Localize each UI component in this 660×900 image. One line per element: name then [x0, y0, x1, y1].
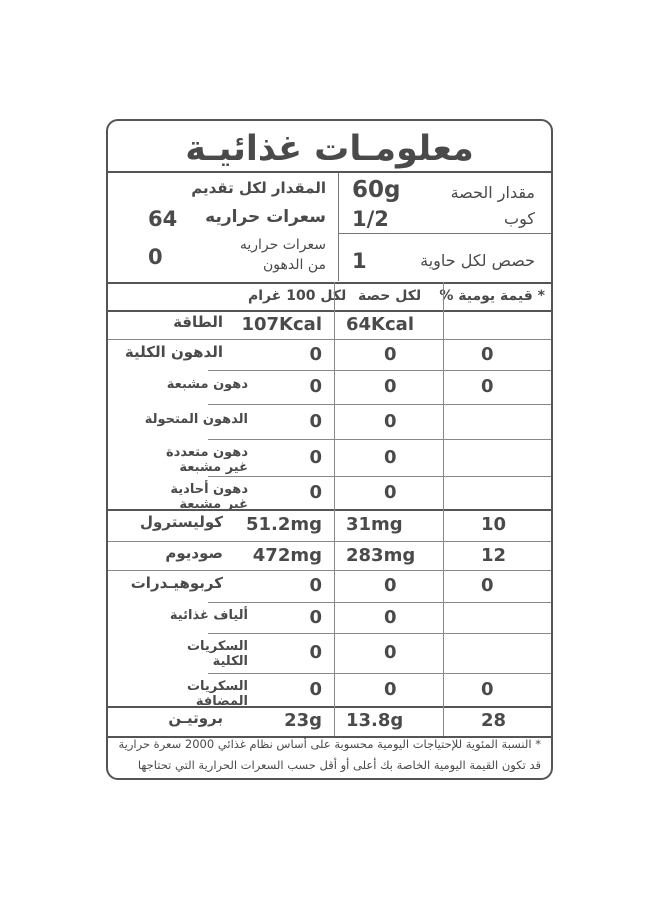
row-divider: [108, 310, 551, 312]
calories-fat-label-line1: سعرات حراريه: [239, 237, 326, 253]
nutrient-row: [108, 476, 551, 512]
serving-divider-vertical: [338, 173, 339, 281]
serving-size-value: 60g: [352, 177, 401, 203]
amount-per-serving-label: المقدار لكل تقديم: [191, 179, 326, 197]
per-serving-value: 0: [384, 446, 397, 468]
nutrient-name: الطاقة: [173, 312, 223, 331]
per-100g-value: 0: [309, 343, 322, 365]
nutrient-name-line2: غير مشبعة: [179, 497, 248, 512]
daily-value: 0: [481, 575, 494, 596]
servings-per-container-label: حصص لكل حاوية: [420, 251, 535, 270]
nutrient-row: [108, 509, 551, 541]
per-100g-value: 0: [309, 642, 322, 663]
nutrient-row: [108, 439, 551, 476]
footnote-line1: * النسبة المئوية للإحتياجات اليومية محسوبة على أساس نظام غذائي 2000 سعرة حرارية: [118, 737, 541, 751]
daily-value: 0: [481, 343, 494, 365]
daily-value: 28: [481, 710, 507, 731]
per-serving-value: 64Kcal: [346, 313, 414, 335]
nutrient-row: [108, 404, 551, 439]
column-header-daily-value: * قيمة يومية %: [439, 288, 545, 304]
calories-fat-value: 0: [148, 245, 163, 269]
servings-per-container-value: 1: [352, 249, 367, 273]
per-100g-value: 107Kcal: [241, 313, 322, 335]
row-divider: [208, 476, 551, 477]
row-divider: [108, 541, 551, 542]
row-divider: [108, 509, 551, 511]
calories-fat-label-line2: من الدهون: [262, 257, 326, 273]
nutrient-name: السكريات: [186, 639, 248, 654]
nutrient-row: [108, 602, 551, 633]
calories-label: سعرات حراريه: [205, 207, 326, 227]
per-100g-value: 0: [309, 678, 322, 700]
row-divider: [208, 602, 551, 603]
per-serving-value: 31mg: [346, 514, 403, 535]
row-divider: [208, 633, 551, 634]
nutrient-name: ألياف غذائية: [169, 607, 248, 623]
row-divider: [208, 673, 551, 674]
per-serving-value: 0: [384, 343, 397, 365]
serving-size-label: مقدار الحصة: [450, 183, 535, 202]
per-serving-value: 0: [384, 606, 397, 628]
per-100g-value: 0: [309, 575, 322, 596]
nutrient-name: بروتيـن: [168, 709, 223, 727]
per-100g-value: 0: [309, 410, 322, 432]
column-header-per-serving: لكل حصة: [358, 288, 422, 304]
row-divider: [208, 439, 551, 440]
nutrient-row: [108, 339, 551, 370]
per-serving-value: 13.8g: [346, 710, 404, 731]
label-title: معلومـات غذائيـة: [185, 129, 474, 169]
daily-value: 0: [481, 678, 494, 700]
per-100g-value: 23g: [284, 710, 322, 731]
nutrient-name-line2: المضافة: [195, 694, 248, 709]
nutrient-name-line2: الكلية: [212, 654, 248, 669]
column-divider: [443, 282, 444, 736]
nutrient-name: كربوهيـدرات: [130, 574, 223, 592]
nutrient-name: دهون أحادية: [170, 482, 248, 497]
nutrient-row: [108, 633, 551, 673]
title-divider: [108, 171, 551, 173]
serving-unit-value: 1/2: [352, 207, 389, 231]
row-divider: [108, 339, 551, 340]
nutrition-label: [106, 119, 553, 780]
nutrient-name: السكريات: [186, 679, 248, 694]
serving-divider-right: [338, 233, 551, 234]
row-divider: [208, 370, 551, 371]
row-divider: [108, 706, 551, 708]
per-100g-value: 472mg: [252, 544, 322, 566]
serving-unit-label: كوب: [504, 209, 535, 228]
nutrient-name: دهون متعددة: [165, 445, 248, 460]
per-100g-value: 51.2mg: [245, 514, 322, 535]
column-divider: [334, 282, 335, 736]
footnote-line2: قد تكون القيمة اليومية الخاصة بك أعلى أو أقل حسب السعرات الحرارية التي تحتاجها: [137, 758, 541, 772]
daily-value: 10: [481, 514, 507, 535]
per-100g-value: 0: [309, 446, 322, 468]
per-serving-value: 0: [384, 376, 397, 397]
column-header-per-100g: لكل 100 غرام: [248, 288, 347, 304]
nutrient-name: صوديوم: [165, 543, 223, 562]
nutrient-name: كوليسترول: [140, 513, 223, 531]
per-serving-value: 0: [384, 642, 397, 663]
daily-value: 12: [481, 544, 507, 566]
per-100g-value: 0: [309, 606, 322, 628]
nutrient-row: [108, 673, 551, 709]
daily-value: 0: [481, 376, 494, 397]
serving-section-divider: [108, 282, 551, 284]
nutrient-row: [108, 570, 551, 602]
nutrient-row: [108, 310, 551, 339]
per-100g-value: 0: [309, 481, 322, 503]
nutrient-row: [108, 370, 551, 404]
nutrient-row: [108, 541, 551, 570]
nutrient-name: الدهون المتحولة: [144, 411, 248, 427]
per-serving-value: 0: [384, 481, 397, 503]
calories-value: 64: [148, 207, 178, 231]
per-serving-value: 0: [384, 575, 397, 596]
nutrient-name: الدهون الكلية: [124, 342, 223, 361]
nutrient-name-line2: غير مشبعة: [179, 460, 248, 475]
nutrient-row: [108, 706, 551, 736]
per-serving-value: 283mg: [346, 544, 416, 566]
nutrient-name: دهون مشبعة: [166, 377, 248, 392]
per-serving-value: 0: [384, 410, 397, 432]
per-100g-value: 0: [309, 376, 322, 397]
row-divider: [208, 404, 551, 405]
per-serving-value: 0: [384, 678, 397, 700]
row-divider: [108, 570, 551, 571]
